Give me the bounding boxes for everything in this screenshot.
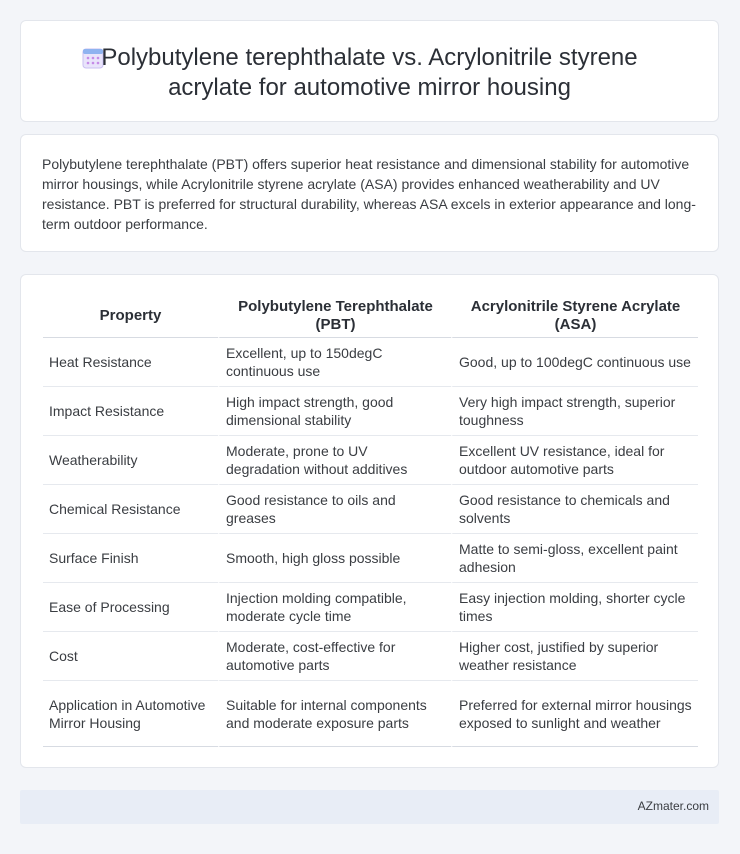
property-cell: Impact Resistance	[43, 387, 218, 436]
table-header-row	[43, 295, 698, 338]
pbt-cell: High impact strength, good dimensional stability	[218, 387, 451, 436]
pbt-cell: Suitable for internal components and moderate exposure parts	[218, 681, 451, 747]
table-row	[43, 338, 698, 387]
comparison-table	[43, 295, 698, 747]
pbt-cell: Smooth, high gloss possible	[218, 534, 451, 583]
pbt-cell: Good resistance to oils and greases	[218, 485, 451, 534]
property-cell: Cost	[43, 632, 218, 681]
asa-cell: Good, up to 100degC continuous use	[451, 338, 698, 387]
asa-cell: Easy injection molding, shorter cycle times	[451, 583, 698, 632]
property-cell: Chemical Resistance	[43, 485, 218, 534]
property-cell: Heat Resistance	[43, 338, 218, 387]
footer-brand-link[interactable]: AZmater.com	[637, 799, 709, 813]
asa-cell: Very high impact strength, superior toughness	[451, 387, 698, 436]
property-cell: Ease of Processing	[43, 583, 218, 632]
pbt-cell: Moderate, prone to UV degradation without additives	[218, 436, 451, 485]
summary-text: Polybutylene terephthalate (PBT) offers superior heat resistance and dimensional stability for automotive mirror housings, while Acrylonitrile styrene acrylate (ASA) provides enhanced weatherability and UV resistance. PBT is preferred for structural durability, whereas ASA excels in exterior appearance and long-term outdoor performance.	[42, 156, 696, 232]
asa-cell: Matte to semi-gloss, excellent paint adhesion	[451, 534, 698, 583]
summary-card	[20, 134, 719, 252]
header-pbt: Polybutylene Terephthalate (PBT)	[218, 295, 451, 338]
table-row	[43, 436, 698, 485]
title-card	[20, 20, 719, 122]
table-row	[43, 583, 698, 632]
table-row	[43, 681, 698, 747]
comparison-table-card	[20, 274, 719, 768]
header-property: Property	[43, 295, 218, 338]
pbt-cell: Excellent, up to 150degC continuous use	[218, 338, 451, 387]
property-cell: Weatherability	[43, 436, 218, 485]
pbt-cell: Moderate, cost-effective for automotive parts	[218, 632, 451, 681]
table-row	[43, 485, 698, 534]
asa-cell: Good resistance to chemicals and solvents	[451, 485, 698, 534]
asa-cell: Preferred for external mirror housings exposed to sunlight and weather	[451, 681, 698, 747]
header-asa: Acrylonitrile Styrene Acrylate (ASA)	[451, 295, 698, 338]
page-title	[21, 43, 718, 103]
table-row	[43, 387, 698, 436]
table-row	[43, 534, 698, 583]
page-title-line-2: acrylate for automotive mirror housing	[168, 74, 571, 101]
property-cell: Surface Finish	[43, 534, 218, 583]
property-cell: Application in Automotive Mirror Housing	[43, 681, 218, 747]
table-row	[43, 632, 698, 681]
footer-bar	[20, 790, 719, 824]
asa-cell: Excellent UV resistance, ideal for outdoor automotive parts	[451, 436, 698, 485]
page-title-line-1: Polybutylene terephthalate vs. Acrylonitrile styrene	[101, 44, 638, 71]
asa-cell: Higher cost, justified by superior weather resistance	[451, 632, 698, 681]
pbt-cell: Injection molding compatible, moderate cycle time	[218, 583, 451, 632]
